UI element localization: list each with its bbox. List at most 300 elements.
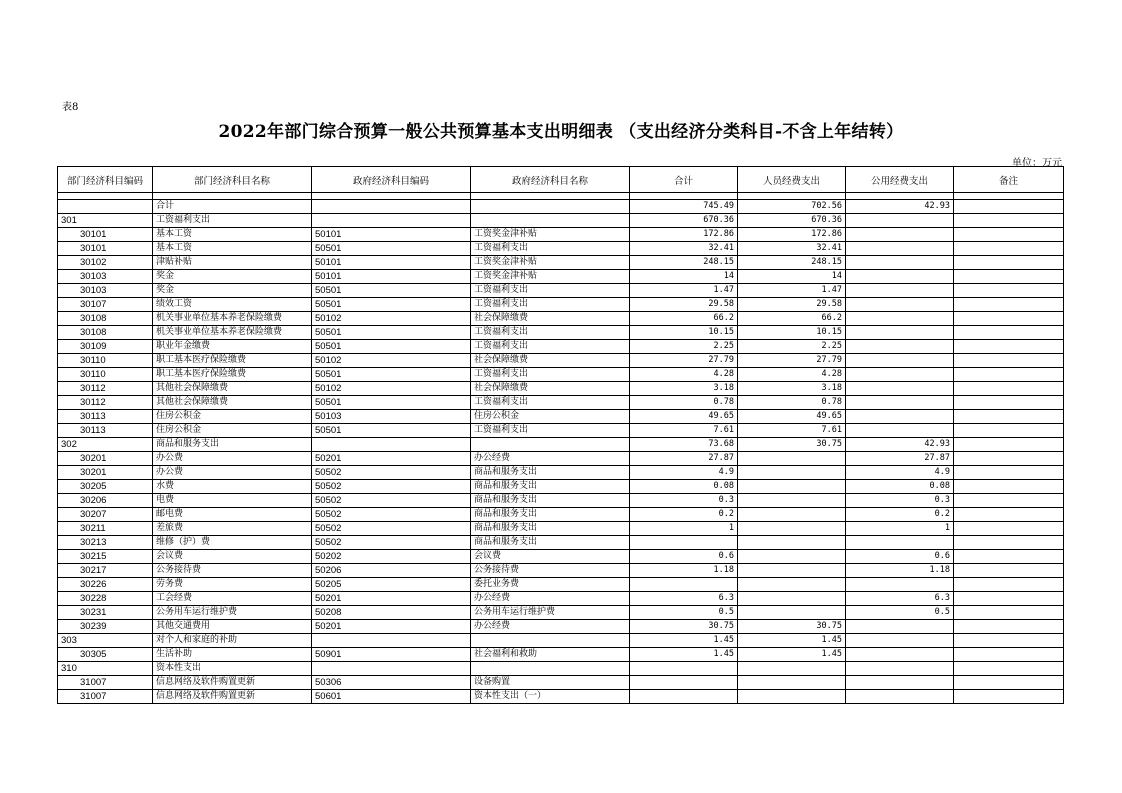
note-cell bbox=[954, 564, 1064, 578]
note-cell bbox=[954, 270, 1064, 284]
table-row bbox=[58, 690, 1064, 704]
table-row bbox=[58, 508, 1064, 522]
personnel-cell bbox=[738, 452, 846, 466]
gov-name-cell: 工资福利支出 bbox=[471, 284, 630, 298]
table-row bbox=[58, 480, 1064, 494]
personnel-cell: 10.15 bbox=[738, 326, 846, 340]
personnel-cell: 14 bbox=[738, 270, 846, 284]
gov-name-cell: 工资奖金津补贴 bbox=[471, 270, 630, 284]
public-cell bbox=[846, 676, 954, 690]
gov-name-cell: 住房公积金 bbox=[471, 410, 630, 424]
dept-name-cell: 住房公积金 bbox=[153, 424, 312, 438]
gov-code-cell: 50201 bbox=[312, 452, 471, 466]
table-row bbox=[58, 200, 1064, 214]
column-header-total: 合计 bbox=[630, 167, 738, 193]
gov-name-cell: 商品和服务支出 bbox=[471, 522, 630, 536]
dept-name-cell: 其他社会保障缴费 bbox=[153, 382, 312, 396]
gov-code-cell: 50201 bbox=[312, 620, 471, 634]
public-cell bbox=[846, 536, 954, 550]
spacer-cell bbox=[630, 193, 738, 200]
spacer-cell bbox=[846, 193, 954, 200]
dept-code-cell: 30103 bbox=[58, 270, 153, 284]
dept-code-cell: 30207 bbox=[58, 508, 153, 522]
note-cell bbox=[954, 494, 1064, 508]
dept-name-cell: 信息网络及软件购置更新 bbox=[153, 676, 312, 690]
gov-name-cell: 工资福利支出 bbox=[471, 340, 630, 354]
dept-name-cell: 奖金 bbox=[153, 284, 312, 298]
gov-name-cell bbox=[471, 438, 630, 452]
public-cell bbox=[846, 424, 954, 438]
spacer-cell bbox=[954, 193, 1064, 200]
public-cell bbox=[846, 690, 954, 704]
gov-name-cell: 商品和服务支出 bbox=[471, 508, 630, 522]
dept-code-cell bbox=[58, 200, 153, 214]
gov-code-cell: 50206 bbox=[312, 564, 471, 578]
gov-code-cell: 50502 bbox=[312, 522, 471, 536]
table-row bbox=[58, 410, 1064, 424]
dept-name-cell: 办公费 bbox=[153, 466, 312, 480]
gov-code-cell: 50101 bbox=[312, 270, 471, 284]
note-cell bbox=[954, 466, 1064, 480]
dept-name-cell: 商品和服务支出 bbox=[153, 438, 312, 452]
dept-code-cell: 30211 bbox=[58, 522, 153, 536]
note-cell bbox=[954, 354, 1064, 368]
gov-code-cell bbox=[312, 214, 471, 228]
column-header-public: 公用经费支出 bbox=[846, 167, 954, 193]
note-cell bbox=[954, 284, 1064, 298]
public-cell: 0.6 bbox=[846, 550, 954, 564]
column-header-dept-name: 部门经济科目名称 bbox=[153, 167, 312, 193]
personnel-cell: 30.75 bbox=[738, 620, 846, 634]
dept-code-cell: 30109 bbox=[58, 340, 153, 354]
dept-name-cell: 邮电费 bbox=[153, 508, 312, 522]
gov-name-cell: 商品和服务支出 bbox=[471, 466, 630, 480]
table-row bbox=[58, 256, 1064, 270]
dept-name-cell: 职工基本医疗保险缴费 bbox=[153, 354, 312, 368]
public-cell: 1 bbox=[846, 522, 954, 536]
column-header-personnel: 人员经费支出 bbox=[738, 167, 846, 193]
personnel-cell bbox=[738, 508, 846, 522]
public-cell bbox=[846, 270, 954, 284]
note-cell bbox=[954, 298, 1064, 312]
dept-code-cell: 30231 bbox=[58, 606, 153, 620]
table-row bbox=[58, 676, 1064, 690]
dept-name-cell: 公务用车运行维护费 bbox=[153, 606, 312, 620]
dept-name-cell: 对个人和家庭的补助 bbox=[153, 634, 312, 648]
note-cell bbox=[954, 522, 1064, 536]
personnel-cell: 3.18 bbox=[738, 382, 846, 396]
note-cell bbox=[954, 676, 1064, 690]
dept-code-cell: 310 bbox=[58, 662, 153, 676]
gov-code-cell: 50501 bbox=[312, 326, 471, 340]
dept-code-cell: 30107 bbox=[58, 298, 153, 312]
total-cell: 1.18 bbox=[630, 564, 738, 578]
column-header-note: 备注 bbox=[954, 167, 1064, 193]
public-cell bbox=[846, 228, 954, 242]
dept-name-cell: 机关事业单位基本养老保险缴费 bbox=[153, 312, 312, 326]
gov-name-cell: 工资福利支出 bbox=[471, 298, 630, 312]
dept-code-cell: 30101 bbox=[58, 242, 153, 256]
table-row bbox=[58, 592, 1064, 606]
public-cell: 6.3 bbox=[846, 592, 954, 606]
table-row bbox=[58, 536, 1064, 550]
table-row bbox=[58, 396, 1064, 410]
dept-name-cell: 职工基本医疗保险缴费 bbox=[153, 368, 312, 382]
total-cell: 14 bbox=[630, 270, 738, 284]
gov-code-cell: 50202 bbox=[312, 550, 471, 564]
total-cell: 0.5 bbox=[630, 606, 738, 620]
gov-name-cell: 工资福利支出 bbox=[471, 242, 630, 256]
dept-code-cell: 30213 bbox=[58, 536, 153, 550]
table-row bbox=[58, 438, 1064, 452]
gov-code-cell: 50502 bbox=[312, 494, 471, 508]
gov-code-cell: 50101 bbox=[312, 256, 471, 270]
personnel-cell: 0.78 bbox=[738, 396, 846, 410]
personnel-cell: 49.65 bbox=[738, 410, 846, 424]
personnel-cell: 1.45 bbox=[738, 634, 846, 648]
gov-code-cell: 50208 bbox=[312, 606, 471, 620]
total-cell: 1.45 bbox=[630, 634, 738, 648]
gov-name-cell: 公务用车运行维护费 bbox=[471, 606, 630, 620]
gov-code-cell: 50101 bbox=[312, 228, 471, 242]
dept-code-cell: 30102 bbox=[58, 256, 153, 270]
table-number: 表8 bbox=[62, 102, 79, 113]
dept-code-cell: 30226 bbox=[58, 578, 153, 592]
table-row bbox=[58, 494, 1064, 508]
personnel-cell: 1.47 bbox=[738, 284, 846, 298]
gov-code-cell: 50501 bbox=[312, 424, 471, 438]
total-cell bbox=[630, 690, 738, 704]
dept-code-cell: 30206 bbox=[58, 494, 153, 508]
table-row bbox=[58, 340, 1064, 354]
gov-name-cell: 社会福利和救助 bbox=[471, 648, 630, 662]
gov-code-cell: 50502 bbox=[312, 536, 471, 550]
gov-code-cell bbox=[312, 662, 471, 676]
personnel-cell: 172.86 bbox=[738, 228, 846, 242]
dept-name-cell: 公务接待费 bbox=[153, 564, 312, 578]
total-cell: 248.15 bbox=[630, 256, 738, 270]
column-header-dept-code: 部门经济科目编码 bbox=[58, 167, 153, 193]
total-cell: 66.2 bbox=[630, 312, 738, 326]
dept-name-cell: 绩效工资 bbox=[153, 298, 312, 312]
public-cell bbox=[846, 578, 954, 592]
table-row bbox=[58, 326, 1064, 340]
total-cell: 670.36 bbox=[630, 214, 738, 228]
gov-name-cell: 委托业务费 bbox=[471, 578, 630, 592]
total-cell bbox=[630, 578, 738, 592]
total-cell: 32.41 bbox=[630, 242, 738, 256]
personnel-cell bbox=[738, 550, 846, 564]
gov-code-cell: 50901 bbox=[312, 648, 471, 662]
gov-name-cell: 商品和服务支出 bbox=[471, 480, 630, 494]
public-cell bbox=[846, 354, 954, 368]
note-cell bbox=[954, 620, 1064, 634]
dept-name-cell: 劳务费 bbox=[153, 578, 312, 592]
total-cell: 3.18 bbox=[630, 382, 738, 396]
personnel-cell bbox=[738, 662, 846, 676]
public-cell bbox=[846, 340, 954, 354]
public-cell bbox=[846, 284, 954, 298]
total-cell: 0.3 bbox=[630, 494, 738, 508]
personnel-cell bbox=[738, 494, 846, 508]
public-cell bbox=[846, 410, 954, 424]
budget-table bbox=[57, 166, 1064, 704]
note-cell bbox=[954, 480, 1064, 494]
gov-code-cell: 50102 bbox=[312, 382, 471, 396]
total-cell bbox=[630, 662, 738, 676]
note-cell bbox=[954, 508, 1064, 522]
gov-name-cell bbox=[471, 200, 630, 214]
dept-code-cell: 30201 bbox=[58, 452, 153, 466]
gov-name-cell bbox=[471, 214, 630, 228]
dept-name-cell: 其他社会保障缴费 bbox=[153, 396, 312, 410]
gov-code-cell: 50201 bbox=[312, 592, 471, 606]
dept-name-cell: 奖金 bbox=[153, 270, 312, 284]
dept-code-cell: 30215 bbox=[58, 550, 153, 564]
total-cell: 0.2 bbox=[630, 508, 738, 522]
dept-name-cell: 津贴补贴 bbox=[153, 256, 312, 270]
gov-code-cell: 50501 bbox=[312, 298, 471, 312]
table-row bbox=[58, 284, 1064, 298]
total-cell: 10.15 bbox=[630, 326, 738, 340]
dept-code-cell: 30205 bbox=[58, 480, 153, 494]
personnel-cell: 27.79 bbox=[738, 354, 846, 368]
personnel-cell bbox=[738, 480, 846, 494]
table-row bbox=[58, 270, 1064, 284]
total-cell: 2.25 bbox=[630, 340, 738, 354]
total-cell: 4.9 bbox=[630, 466, 738, 480]
column-header-gov-code: 政府经济科目编码 bbox=[312, 167, 471, 193]
public-cell bbox=[846, 620, 954, 634]
dept-name-cell: 基本工资 bbox=[153, 242, 312, 256]
dept-code-cell: 30108 bbox=[58, 312, 153, 326]
note-cell bbox=[954, 648, 1064, 662]
total-cell: 745.49 bbox=[630, 200, 738, 214]
note-cell bbox=[954, 214, 1064, 228]
note-cell bbox=[954, 452, 1064, 466]
dept-name-cell: 水费 bbox=[153, 480, 312, 494]
dept-code-cell: 30113 bbox=[58, 424, 153, 438]
dept-code-cell: 30101 bbox=[58, 228, 153, 242]
note-cell bbox=[954, 424, 1064, 438]
personnel-cell: 670.36 bbox=[738, 214, 846, 228]
dept-name-cell: 合计 bbox=[153, 200, 312, 214]
table-row bbox=[58, 368, 1064, 382]
note-cell bbox=[954, 578, 1064, 592]
dept-name-cell: 办公费 bbox=[153, 452, 312, 466]
personnel-cell bbox=[738, 676, 846, 690]
note-cell bbox=[954, 396, 1064, 410]
public-cell bbox=[846, 256, 954, 270]
total-cell: 27.79 bbox=[630, 354, 738, 368]
dept-code-cell: 30103 bbox=[58, 284, 153, 298]
personnel-cell bbox=[738, 690, 846, 704]
public-cell: 0.08 bbox=[846, 480, 954, 494]
gov-name-cell: 设备购置 bbox=[471, 676, 630, 690]
gov-name-cell: 会议费 bbox=[471, 550, 630, 564]
table-row bbox=[58, 424, 1064, 438]
personnel-cell: 30.75 bbox=[738, 438, 846, 452]
personnel-cell: 66.2 bbox=[738, 312, 846, 326]
gov-code-cell bbox=[312, 438, 471, 452]
table-row bbox=[58, 634, 1064, 648]
note-cell bbox=[954, 536, 1064, 550]
personnel-cell bbox=[738, 606, 846, 620]
dept-code-cell: 30228 bbox=[58, 592, 153, 606]
public-cell bbox=[846, 648, 954, 662]
note-cell bbox=[954, 200, 1064, 214]
gov-code-cell: 50205 bbox=[312, 578, 471, 592]
dept-code-cell: 30112 bbox=[58, 382, 153, 396]
gov-code-cell: 50103 bbox=[312, 410, 471, 424]
note-cell bbox=[954, 438, 1064, 452]
gov-name-cell: 工资福利支出 bbox=[471, 326, 630, 340]
table-body bbox=[58, 193, 1064, 704]
gov-name-cell: 商品和服务支出 bbox=[471, 536, 630, 550]
note-cell bbox=[954, 312, 1064, 326]
table-row bbox=[58, 228, 1064, 242]
table-row bbox=[58, 522, 1064, 536]
gov-code-cell: 50102 bbox=[312, 354, 471, 368]
dept-code-cell: 303 bbox=[58, 634, 153, 648]
table-row bbox=[58, 298, 1064, 312]
gov-name-cell: 工资福利支出 bbox=[471, 396, 630, 410]
dept-code-cell: 30201 bbox=[58, 466, 153, 480]
spacer-cell bbox=[312, 193, 471, 200]
personnel-cell: 1.45 bbox=[738, 648, 846, 662]
dept-name-cell: 会议费 bbox=[153, 550, 312, 564]
dept-name-cell: 基本工资 bbox=[153, 228, 312, 242]
personnel-cell bbox=[738, 466, 846, 480]
personnel-cell: 702.56 bbox=[738, 200, 846, 214]
dept-code-cell: 30110 bbox=[58, 368, 153, 382]
page-title: 2022年部门综合预算一般公共预算基本支出明细表 （支出经济分类科目-不含上年结转） bbox=[218, 122, 904, 142]
gov-name-cell: 社会保障缴费 bbox=[471, 354, 630, 368]
dept-name-cell: 职业年金缴费 bbox=[153, 340, 312, 354]
dept-name-cell: 信息网络及软件购置更新 bbox=[153, 690, 312, 704]
dept-name-cell: 工资福利支出 bbox=[153, 214, 312, 228]
gov-code-cell: 50501 bbox=[312, 368, 471, 382]
dept-code-cell: 302 bbox=[58, 438, 153, 452]
note-cell bbox=[954, 662, 1064, 676]
gov-name-cell: 工资奖金津补贴 bbox=[471, 228, 630, 242]
total-cell bbox=[630, 676, 738, 690]
total-cell: 0.78 bbox=[630, 396, 738, 410]
gov-name-cell bbox=[471, 662, 630, 676]
dept-code-cell: 30239 bbox=[58, 620, 153, 634]
gov-code-cell bbox=[312, 634, 471, 648]
total-cell: 172.86 bbox=[630, 228, 738, 242]
total-cell: 1 bbox=[630, 522, 738, 536]
note-cell bbox=[954, 368, 1064, 382]
personnel-cell: 29.58 bbox=[738, 298, 846, 312]
public-cell bbox=[846, 396, 954, 410]
public-cell bbox=[846, 312, 954, 326]
gov-code-cell: 50501 bbox=[312, 396, 471, 410]
personnel-cell: 4.28 bbox=[738, 368, 846, 382]
gov-name-cell: 办公经费 bbox=[471, 452, 630, 466]
dept-name-cell: 机关事业单位基本养老保险缴费 bbox=[153, 326, 312, 340]
spacer-cell bbox=[471, 193, 630, 200]
gov-code-cell: 50501 bbox=[312, 340, 471, 354]
gov-code-cell: 50502 bbox=[312, 466, 471, 480]
gov-name-cell bbox=[471, 634, 630, 648]
gov-code-cell: 50601 bbox=[312, 690, 471, 704]
note-cell bbox=[954, 410, 1064, 424]
note-cell bbox=[954, 550, 1064, 564]
personnel-cell: 2.25 bbox=[738, 340, 846, 354]
public-cell bbox=[846, 634, 954, 648]
total-cell: 73.68 bbox=[630, 438, 738, 452]
public-cell bbox=[846, 382, 954, 396]
gov-name-cell: 资本性支出（一） bbox=[471, 690, 630, 704]
total-cell bbox=[630, 536, 738, 550]
gov-code-cell: 50306 bbox=[312, 676, 471, 690]
table-row bbox=[58, 214, 1064, 228]
note-cell bbox=[954, 326, 1064, 340]
public-cell bbox=[846, 242, 954, 256]
spacer-cell bbox=[58, 193, 153, 200]
table-row bbox=[58, 354, 1064, 368]
dept-name-cell: 维修（护）费 bbox=[153, 536, 312, 550]
total-cell: 27.87 bbox=[630, 452, 738, 466]
dept-code-cell: 30217 bbox=[58, 564, 153, 578]
gov-name-cell: 社会保障缴费 bbox=[471, 382, 630, 396]
total-cell: 0.6 bbox=[630, 550, 738, 564]
personnel-cell bbox=[738, 564, 846, 578]
table-row bbox=[58, 578, 1064, 592]
gov-name-cell: 办公经费 bbox=[471, 620, 630, 634]
dept-code-cell: 31007 bbox=[58, 676, 153, 690]
dept-code-cell: 30112 bbox=[58, 396, 153, 410]
table-row bbox=[58, 648, 1064, 662]
public-cell: 42.93 bbox=[846, 438, 954, 452]
table-row bbox=[58, 242, 1064, 256]
gov-code-cell: 50102 bbox=[312, 312, 471, 326]
public-cell: 1.18 bbox=[846, 564, 954, 578]
total-cell: 0.08 bbox=[630, 480, 738, 494]
gov-name-cell: 工资福利支出 bbox=[471, 368, 630, 382]
note-cell bbox=[954, 256, 1064, 270]
public-cell bbox=[846, 326, 954, 340]
table-row bbox=[58, 312, 1064, 326]
total-cell: 4.28 bbox=[630, 368, 738, 382]
personnel-cell bbox=[738, 522, 846, 536]
gov-code-cell: 50502 bbox=[312, 480, 471, 494]
gov-name-cell: 工资福利支出 bbox=[471, 424, 630, 438]
dept-name-cell: 生活补助 bbox=[153, 648, 312, 662]
public-cell: 0.3 bbox=[846, 494, 954, 508]
public-cell bbox=[846, 662, 954, 676]
spacer-row bbox=[58, 193, 1064, 200]
gov-name-cell: 社会保障缴费 bbox=[471, 312, 630, 326]
table-row bbox=[58, 466, 1064, 480]
dept-code-cell: 30110 bbox=[58, 354, 153, 368]
total-cell: 1.47 bbox=[630, 284, 738, 298]
table-row bbox=[58, 550, 1064, 564]
spacer-cell bbox=[738, 193, 846, 200]
total-cell: 29.58 bbox=[630, 298, 738, 312]
total-cell: 49.65 bbox=[630, 410, 738, 424]
public-cell: 27.87 bbox=[846, 452, 954, 466]
spacer-cell bbox=[153, 193, 312, 200]
note-cell bbox=[954, 228, 1064, 242]
note-cell bbox=[954, 690, 1064, 704]
personnel-cell bbox=[738, 536, 846, 550]
dept-name-cell: 工会经费 bbox=[153, 592, 312, 606]
note-cell bbox=[954, 606, 1064, 620]
public-cell bbox=[846, 368, 954, 382]
